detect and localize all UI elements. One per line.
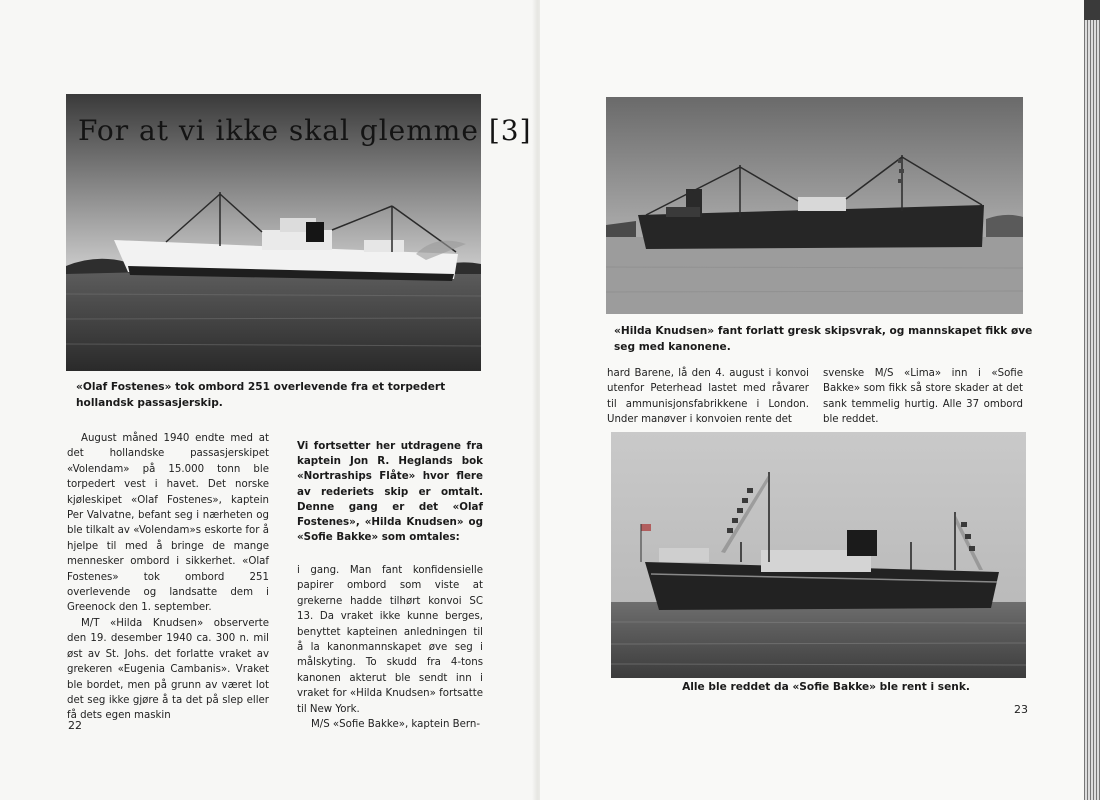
intro-text: Vi fortsetter her utdragene fra kaptein Jon R. Heglands bok «Nortraships Flåte» hvor flere av rederiets skip er omtalt. Denne gang er det «Olaf Fostenes», «Hilda Knudsen» og «Sofie Bakke» som omtales: xyxy=(297,440,483,544)
paragraph: svenske M/S «Lima» inn i «Sofie Bakke» som fikk så store skader at det sank temmelig hurtig. Alle 37 ombord ble reddet. xyxy=(823,368,1023,426)
paragraph: M/T «Hilda Knudsen» observerte den 19. desember 1940 ca. 300 n. mil øst av St. Johs. det forlatte vraket av grekeren «Eugenia Cambanis». Vraket ble bordet, men på grunn av været lot det seg ikke gjøre å ta det på slep eller få dets egen maskin xyxy=(67,617,269,722)
text-column-2 xyxy=(297,563,483,732)
paragraph: M/S «Sofie Bakke», kaptein Bern- xyxy=(311,719,481,731)
photo-hilda-knudsen xyxy=(606,97,1023,314)
paragraph: hard Barene, lå den 4. august i konvoi utenfor Peterhead lastet med råvarer til ammunisjonsfabrikkene i London. Under manøver i konvoien rente det xyxy=(607,368,809,426)
photo-caption-left: «Olaf Fostenes» tok ombord 251 overlevende fra et torpedert hollandsk passasjerskip. xyxy=(76,381,446,409)
page-stack-edge xyxy=(1084,20,1100,800)
page-number-left: 22 xyxy=(68,719,82,732)
page-edge-shadow xyxy=(1084,0,1100,22)
photo-caption-right-2: Alle ble reddet da «Sofie Bakke» ble rent i senk. xyxy=(682,681,970,693)
text-column-1 xyxy=(67,431,269,724)
article-title: For at vi ikke skal glemme [3] xyxy=(78,114,532,147)
paragraph: i gang. Man fant konfidensielle papirer ombord som viste at grekerne hadde tilhørt konvoi SC 13. Da vraket ikke kunne berges, benyttet kapteinen anledningen til å la kanonmannskapet øve seg i målskyting. To skudd fra 4-tons kanonen akterut ble sendt inn i vraket for «Hilda Knudsen» fortsatte til New York. xyxy=(297,565,483,715)
text-column-right-2 xyxy=(823,366,1023,428)
paragraph: August måned 1940 endte med at det hollandske passasjerskipet «Volendam» på 15.000 tonn ble torpedert vest i havet. Det norske kjøleskipet «Olaf Fostenes», kaptein Per Valvatne, befant seg i nærheten og ble tilkalt av «Volendam»s eskorte for å hjelpe til med å bringe de mange mennesker ombord i sikkerhet. «Olaf Fostenes» tok ombord 251 overlevende og landsatte dem i Greenock den 1. september. xyxy=(67,433,269,614)
text-column-right-1 xyxy=(607,366,809,428)
photo-caption-right-1: «Hilda Knudsen» fant forlatt gresk skipsvrak, og mannskapet fikk øve seg med kanonene. xyxy=(614,325,1033,353)
page-number-right: 23 xyxy=(1014,703,1028,716)
photo-sofie-bakke xyxy=(611,432,1026,678)
